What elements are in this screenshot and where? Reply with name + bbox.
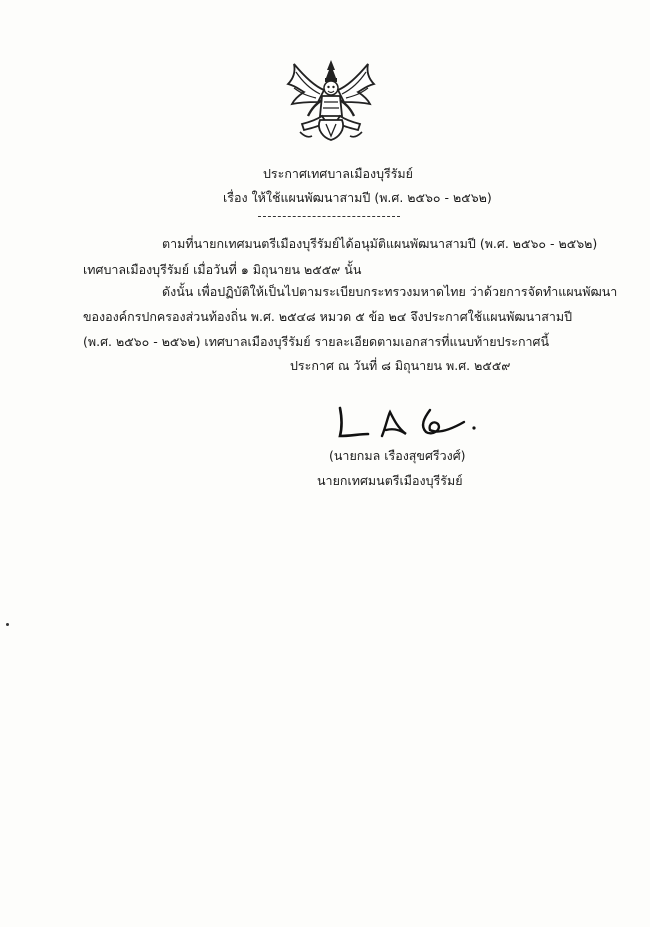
paragraph-2-line-3: (พ.ศ. ๒๕๖๐ - ๒๕๖๒) เทศบาลเมืองบุรีรัมย์ รายละเอียดตามเอกสารที่แนบท้ายประกาศนี้ [83, 334, 550, 349]
paragraph-1-line-1: ตามที่นายกเทศมนตรีเมืองบุรีรัมย์ได้อนุมัติแผนพัฒนาสามปี (พ.ศ. ๒๕๖๐ - ๒๕๖๒) [162, 236, 598, 251]
signatory-position: นายกเทศมนตรีเมืองบุรีรัมย์ [317, 473, 463, 488]
announcement-date: ประกาศ ณ วันที่ ๘ มิถุนายน พ.ศ. ๒๕๕๙ [290, 358, 511, 373]
title-divider [258, 216, 400, 217]
paragraph-1-line-2: เทศบาลเมืองบุรีรัมย์ เมื่อวันที่ ๑ มิถุนายน ๒๕๕๙ นั้น [83, 262, 362, 277]
garuda-emblem-icon [286, 58, 376, 142]
announcement-subject: เรื่อง ให้ใช้แผนพัฒนาสามปี (พ.ศ. ๒๕๖๐ - ๒๕๖๒) [223, 190, 492, 205]
paper-speck [6, 623, 9, 626]
paragraph-2-line-1: ดังนั้น เพื่อปฏิบัติให้เป็นไปตามระเบียบกระทรวงมหาดไทย ว่าด้วยการจัดทำแผนพัฒนา [162, 284, 618, 299]
announcement-title: ประกาศเทศบาลเมืองบุรีรัมย์ [263, 166, 413, 181]
handwritten-signature [334, 404, 484, 444]
signatory-name: (นายกมล เรืองสุขศรีวงศ์) [329, 448, 466, 463]
paragraph-2-line-2: ขององค์กรปกครองส่วนท้องถิ่น พ.ศ. ๒๕๔๘ หมวด ๕ ข้อ ๒๔ จึงประกาศใช้แผนพัฒนาสามปี [83, 309, 573, 324]
